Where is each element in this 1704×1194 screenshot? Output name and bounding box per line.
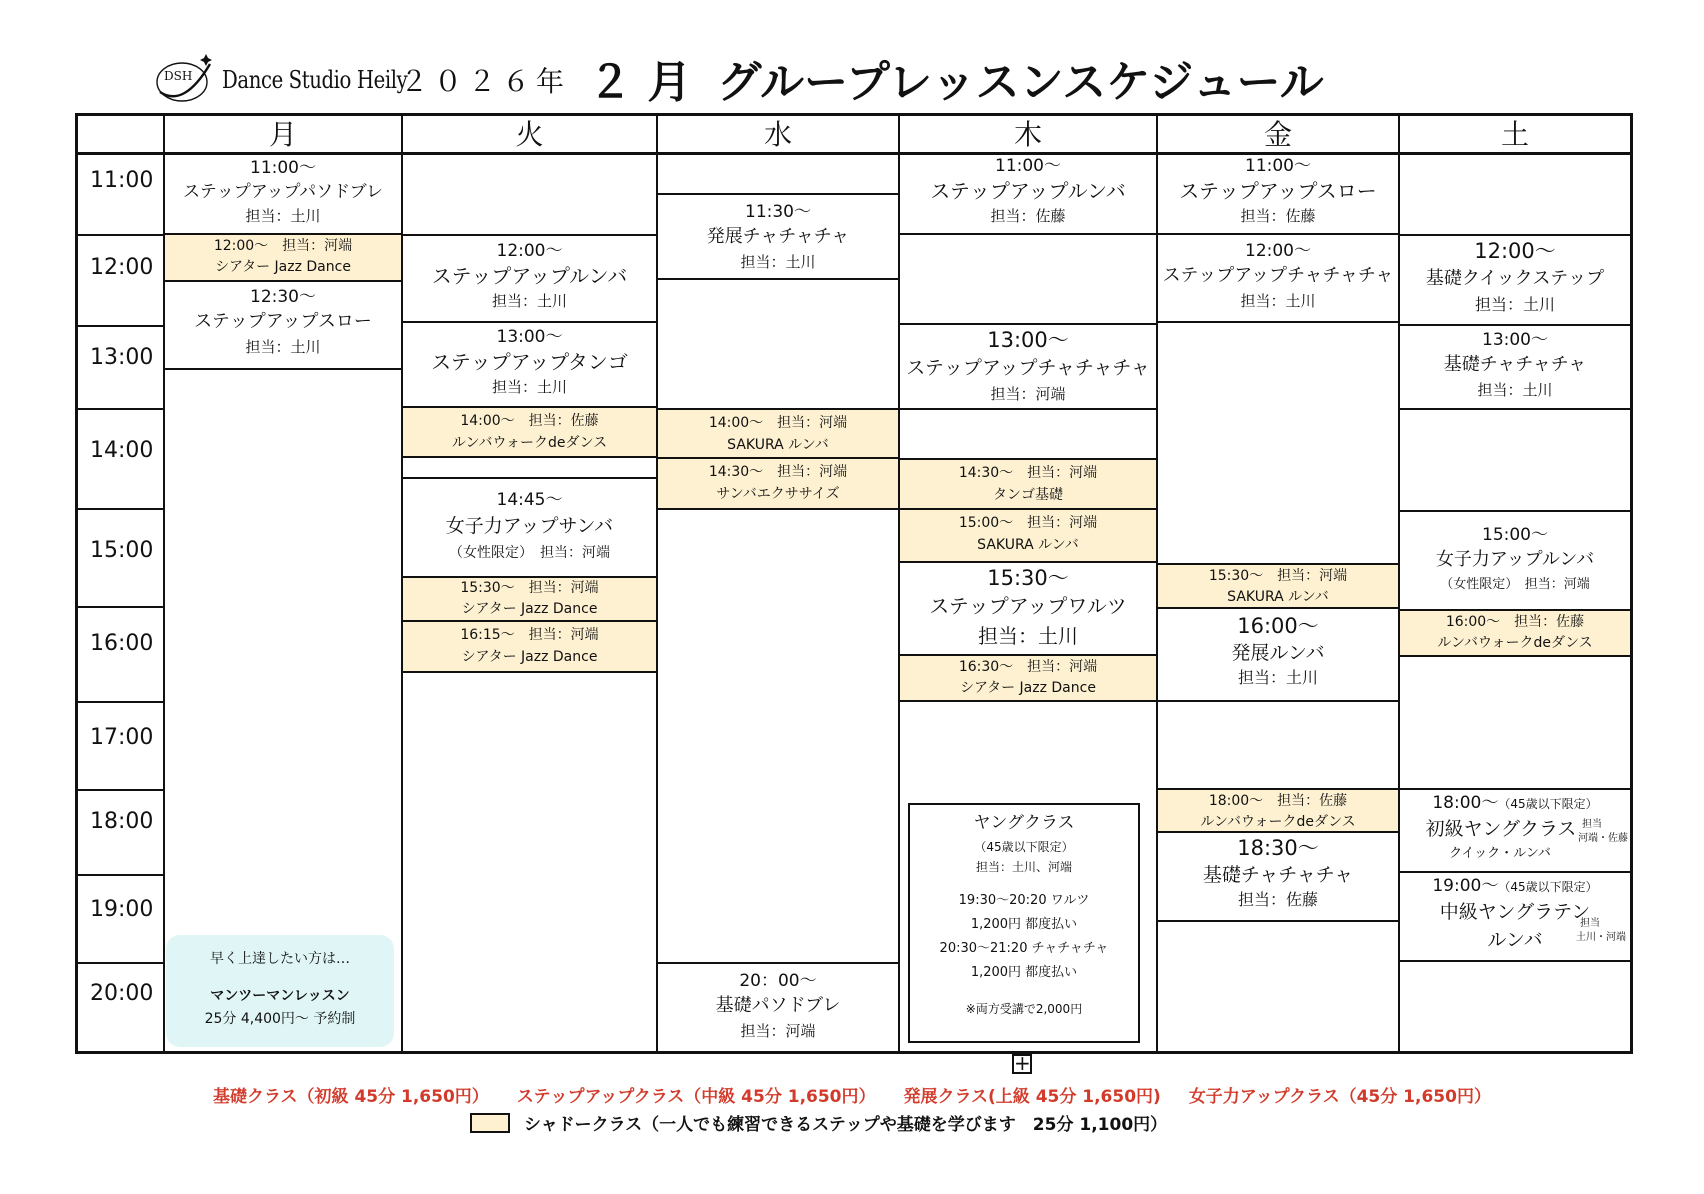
legend-joshi: 女子力アップクラス（45分 1,650円） bbox=[1188, 1087, 1491, 1107]
hour-divider bbox=[78, 325, 163, 327]
shadow-class-block[interactable] bbox=[403, 578, 656, 622]
young-chacha: 20:30〜21:20 チャチャチャ bbox=[939, 941, 1109, 956]
hour-divider bbox=[78, 408, 163, 410]
class-name: ステップアップチャチャチャ bbox=[1162, 265, 1394, 286]
class-teacher: 担当：土川 bbox=[1474, 295, 1555, 314]
class-name: 女子力アップサンバ bbox=[445, 515, 614, 537]
hour-label: 15:00 bbox=[90, 538, 154, 563]
class-name: ステップアップワルツ bbox=[929, 594, 1127, 618]
class-name: 発展チャチャチャ bbox=[706, 226, 850, 247]
mtm-line2: マンツーマンレッスン bbox=[210, 988, 350, 1004]
class-name: シアター Jazz Dance bbox=[960, 680, 1096, 696]
young-class-block[interactable] bbox=[1400, 788, 1630, 873]
class-block[interactable] bbox=[658, 962, 898, 1051]
class-teacher: 担当：土川 bbox=[245, 338, 321, 356]
class-block[interactable] bbox=[1400, 326, 1630, 410]
young-class-block[interactable] bbox=[1400, 873, 1630, 962]
shadow-class-block[interactable] bbox=[658, 459, 898, 510]
class-name: ステップアップタンゴ bbox=[431, 350, 628, 374]
day-header-fri: 金 bbox=[1263, 118, 1292, 151]
class-name: 基礎チャチャチャ bbox=[1202, 864, 1354, 886]
shadow-class-block[interactable] bbox=[900, 510, 1156, 563]
class-time: 15:30〜 bbox=[987, 566, 1069, 590]
shadow-class-block[interactable] bbox=[1158, 563, 1398, 609]
hour-divider bbox=[78, 508, 163, 510]
young-limit: （45歳以下限定） bbox=[974, 840, 1074, 854]
class-teacher: 担当：土川 bbox=[1240, 292, 1316, 310]
class-time: 15:30〜 担当：河端 bbox=[460, 580, 599, 596]
studio-name: Dance Studio Heily bbox=[222, 66, 408, 94]
class-name: 女子力アップルンバ bbox=[1435, 549, 1595, 570]
class-name: ステップアップスロー bbox=[194, 311, 372, 332]
empty-slot bbox=[403, 458, 656, 479]
class-time: 16:30〜 担当：河端 bbox=[958, 659, 1098, 675]
class-time: 14:00〜 担当：河端 bbox=[708, 415, 848, 431]
class-block[interactable] bbox=[403, 234, 656, 323]
class-time: 14:45〜 bbox=[496, 490, 563, 510]
legend-shadow bbox=[470, 1110, 1167, 1135]
class-time: 15:30〜 担当：河端 bbox=[1208, 568, 1348, 584]
hour-label: 14:00 bbox=[90, 438, 154, 463]
young-class-box[interactable] bbox=[908, 803, 1140, 1043]
class-limit: （45歳以下限定） bbox=[1498, 797, 1598, 811]
empty-slot bbox=[658, 155, 898, 195]
studio-logo bbox=[154, 52, 216, 108]
class-name: ルンバウォークdeダンス bbox=[451, 435, 608, 451]
class-block[interactable] bbox=[165, 282, 401, 370]
class-time: 14:30〜 担当：河端 bbox=[708, 464, 848, 480]
class-time: 13:00〜 bbox=[496, 327, 563, 347]
day-header-thu: 木 bbox=[1013, 118, 1042, 151]
class-block[interactable] bbox=[403, 323, 656, 408]
class-time-line bbox=[1400, 792, 1630, 815]
class-name: タンゴ基礎 bbox=[993, 487, 1063, 503]
class-name: SAKURA ルンバ bbox=[1227, 589, 1329, 605]
hour-label: 17:00 bbox=[90, 725, 154, 750]
class-name: シアター Jazz Dance bbox=[461, 649, 598, 665]
class-name: 中級ヤングラテン bbox=[1439, 901, 1591, 923]
class-teacher: 担当：河端 bbox=[990, 385, 1066, 403]
legend-stepup: ステップアップクラス（中級 45分 1,650円） bbox=[516, 1087, 876, 1107]
class-block[interactable] bbox=[1158, 833, 1398, 922]
title-year: ２０２６年 bbox=[400, 65, 571, 98]
class-name: ステップアップルンバ bbox=[431, 264, 628, 288]
class-teachers: 土川・河端 bbox=[1576, 932, 1626, 943]
class-time: 12:00〜 担当：河端 bbox=[213, 238, 353, 254]
class-name: サンバエクササイズ bbox=[716, 486, 840, 502]
legend-shadow-text: シャドークラス（一人でも練習できるステップや基礎を学びます 25分 1,100円） bbox=[524, 1115, 1168, 1135]
class-block[interactable] bbox=[1158, 609, 1398, 702]
class-teachers: 河端・佐藤 bbox=[1578, 833, 1628, 844]
legend-basic: 基礎クラス（初級 45分 1,650円） bbox=[213, 1087, 489, 1107]
hour-label: 20:00 bbox=[90, 981, 154, 1006]
class-time: 18:30〜 bbox=[1237, 836, 1319, 860]
day-header-tue: 火 bbox=[515, 118, 544, 151]
hour-divider bbox=[78, 701, 163, 703]
class-block[interactable] bbox=[900, 155, 1156, 235]
class-teacher: 担当：土川 bbox=[1237, 668, 1318, 687]
class-time: 15:00〜 bbox=[1482, 525, 1548, 545]
title-name: グループレッスンスケジュール bbox=[717, 57, 1324, 108]
class-time: 11:00〜 bbox=[1245, 156, 1311, 176]
class-teacher: 担当：佐藤 bbox=[1240, 207, 1316, 225]
class-time: 12:00〜 bbox=[1474, 239, 1556, 263]
class-name: SAKURA ルンバ bbox=[727, 437, 829, 453]
class-teacher: 担当：土川 bbox=[491, 378, 567, 396]
class-teacher: 担当：土川 bbox=[978, 624, 1078, 648]
class-block[interactable] bbox=[1158, 235, 1398, 323]
schedule-table bbox=[75, 113, 1633, 1054]
hour-divider bbox=[78, 789, 163, 791]
class-teacher-label: 担当 bbox=[1582, 819, 1602, 830]
plus-icon: + bbox=[1014, 1051, 1031, 1075]
legend-swatch bbox=[470, 1113, 510, 1133]
class-block[interactable] bbox=[1400, 234, 1630, 326]
class-name: ステップアップチャチャチャ bbox=[906, 357, 1150, 379]
hour-label: 16:00 bbox=[90, 631, 154, 656]
class-block[interactable] bbox=[900, 323, 1156, 410]
class-time: 11:00〜 bbox=[250, 158, 316, 178]
young-waltz-price: 1,200円 都度払い bbox=[970, 917, 1078, 932]
logo-mark: DSH bbox=[164, 69, 193, 83]
class-name: 発展ルンバ bbox=[1231, 642, 1325, 664]
young-note: ※両方受講で2,000円 bbox=[965, 1002, 1083, 1016]
hour-divider bbox=[78, 606, 163, 608]
class-time: 11:00〜 bbox=[995, 156, 1061, 176]
class-name: ルンバウォークdeダンス bbox=[1200, 814, 1356, 830]
shadow-class-block[interactable] bbox=[1400, 611, 1630, 657]
class-time: 14:00〜 担当：佐藤 bbox=[460, 413, 599, 429]
mtm-line1: 早く上達したい方は… bbox=[210, 951, 350, 967]
class-time: 13:00〜 bbox=[987, 328, 1069, 352]
class-name: 基礎チャチャチャ bbox=[1443, 354, 1587, 375]
mtm-line3: 25分 4,400円〜 予約制 bbox=[204, 1011, 356, 1027]
class-name: ルンバウォークdeダンス bbox=[1437, 635, 1593, 651]
class-sub: クイック・ルンバ bbox=[1449, 846, 1551, 861]
shadow-class-block[interactable] bbox=[403, 622, 656, 673]
class-teacher: 担当：佐藤 bbox=[990, 207, 1066, 225]
young-waltz: 19:30〜20:20 ワルツ bbox=[958, 893, 1090, 908]
empty-slot bbox=[900, 410, 1156, 460]
class-time: 16:15〜 担当：河端 bbox=[460, 627, 599, 643]
class-time: 13:00〜 bbox=[1482, 330, 1548, 350]
class-time: 15:00〜 担当：河端 bbox=[958, 515, 1098, 531]
hour-divider bbox=[78, 962, 163, 964]
class-time: 12:00〜 bbox=[1245, 241, 1311, 261]
class-block[interactable] bbox=[165, 155, 401, 235]
class-name: ステップアップルンバ bbox=[930, 179, 1126, 203]
class-block[interactable] bbox=[1400, 510, 1630, 611]
logo-emblem-icon bbox=[154, 52, 216, 108]
shadow-class-block[interactable] bbox=[658, 408, 898, 459]
title-month: ２ 月 bbox=[588, 57, 692, 108]
class-time: 12:30〜 bbox=[250, 287, 316, 307]
class-teacher: （女性限定） 担当：河端 bbox=[1440, 577, 1590, 592]
class-block[interactable] bbox=[1158, 155, 1398, 235]
class-name: シアター Jazz Dance bbox=[461, 601, 598, 617]
day-header-mon: 月 bbox=[268, 118, 297, 151]
class-name: SAKURA ルンバ bbox=[977, 537, 1079, 553]
class-teacher: 担当：土川 bbox=[245, 207, 321, 225]
class-teacher: （女性限定） 担当：河端 bbox=[449, 545, 610, 561]
class-block[interactable] bbox=[900, 563, 1156, 656]
class-block[interactable] bbox=[658, 195, 898, 280]
class-block[interactable] bbox=[403, 479, 656, 578]
class-name: シアター Jazz Dance bbox=[215, 259, 351, 275]
shadow-class-block[interactable] bbox=[900, 460, 1156, 510]
hour-label: 18:00 bbox=[90, 809, 154, 834]
shadow-class-block[interactable] bbox=[900, 656, 1156, 702]
young-teacher: 担当：土川、河端 bbox=[975, 860, 1072, 874]
class-time: 16:00〜 担当：佐藤 bbox=[1445, 614, 1585, 630]
hour-label: 19:00 bbox=[90, 897, 154, 922]
day-header-sat: 土 bbox=[1500, 118, 1529, 151]
class-time: 19:00〜 bbox=[1432, 876, 1499, 896]
young-chacha-price: 1,200円 都度払い bbox=[970, 965, 1078, 980]
legend-advanced: 発展クラス(上級 45分 1,650円) bbox=[903, 1087, 1161, 1107]
class-time: 11:30〜 bbox=[745, 202, 811, 222]
class-teacher: 担当：土川 bbox=[1477, 381, 1553, 399]
shadow-class-block[interactable] bbox=[165, 235, 401, 282]
hour-label: 12:00 bbox=[90, 255, 154, 280]
hour-label: 11:00 bbox=[90, 168, 154, 193]
hour-divider bbox=[78, 874, 163, 876]
class-name-2: ルンバ bbox=[1487, 929, 1543, 951]
class-teacher-label: 担当 bbox=[1580, 918, 1600, 929]
class-teacher: 担当：河端 bbox=[740, 1022, 816, 1040]
page-title bbox=[400, 46, 1324, 110]
class-time: 12:00〜 bbox=[496, 241, 563, 261]
hour-divider bbox=[78, 234, 163, 236]
day-header-wed: 水 bbox=[763, 118, 792, 151]
hour-label: 13:00 bbox=[90, 345, 154, 370]
class-time: 14:30〜 担当：河端 bbox=[958, 465, 1098, 481]
shadow-class-block[interactable] bbox=[1158, 788, 1398, 833]
class-time: 16:00〜 bbox=[1237, 614, 1319, 638]
class-name: 基礎パソドブレ bbox=[715, 995, 841, 1016]
class-name: 初級ヤングクラス bbox=[1425, 818, 1577, 840]
class-name: ステップアップスロー bbox=[1179, 179, 1377, 203]
class-time: 18:00〜 bbox=[1432, 793, 1499, 813]
class-time: 20：00〜 bbox=[739, 971, 817, 991]
young-title: ヤングクラス bbox=[973, 813, 1075, 833]
legend-classes bbox=[0, 1082, 1704, 1107]
class-time: 18:00〜 担当：佐藤 bbox=[1208, 793, 1348, 809]
class-teacher: 担当：土川 bbox=[740, 253, 816, 271]
private-lesson-info bbox=[166, 935, 394, 1047]
class-name: 基礎クイックステップ bbox=[1425, 268, 1605, 289]
class-name: ステップアップパソドブレ bbox=[183, 182, 383, 202]
class-teacher: 担当：佐藤 bbox=[1237, 890, 1318, 909]
class-limit: （45歳以下限定） bbox=[1498, 880, 1598, 894]
class-teacher: 担当：土川 bbox=[491, 292, 567, 310]
class-time-line bbox=[1400, 875, 1630, 898]
shadow-class-block[interactable] bbox=[403, 408, 656, 458]
